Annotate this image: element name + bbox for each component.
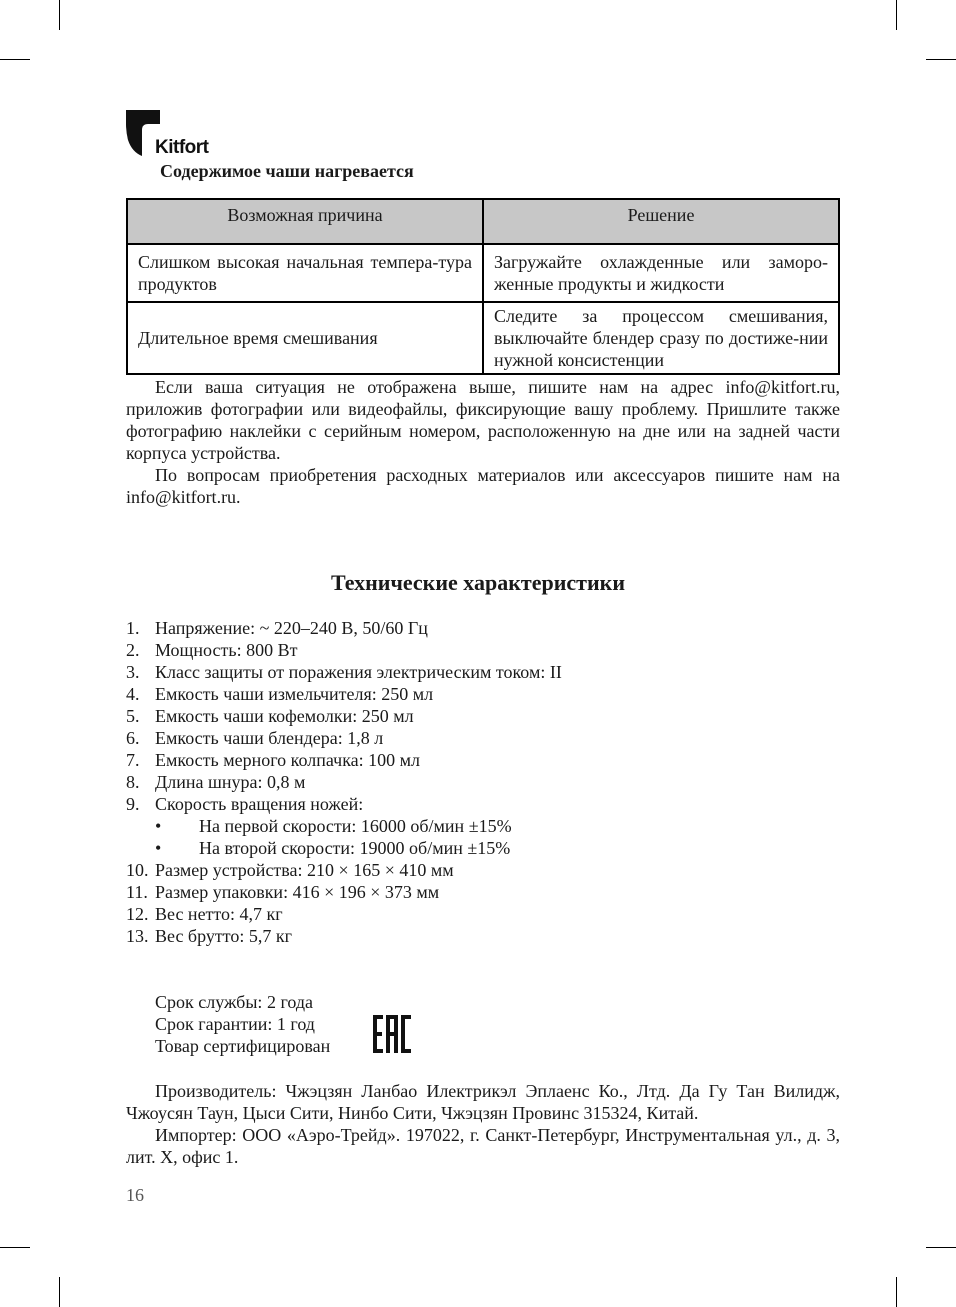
list-item: 12. Вес нетто: 4,7 кг (126, 904, 283, 924)
solution-cell: Загружайте охлажденные или заморо-женные продукты и жидкости (483, 244, 839, 302)
warranty-period: Срок гарантии: 1 год (155, 1014, 315, 1034)
crop-mark (926, 1247, 956, 1248)
crop-mark (59, 1277, 60, 1307)
certification-text: Товар сертифицирован (155, 1036, 331, 1056)
service-info (155, 991, 330, 1057)
crop-mark (926, 59, 956, 60)
list-item: 8. Длина шнура: 0,8 м (126, 772, 306, 792)
cause-cell: Длительное время смешивания (127, 302, 483, 374)
list-item: 1. Напряжение: ~ 220–240 В, 50/60 Гц (126, 618, 428, 638)
list-item: 3. Класс защиты от поражения электрическим током: II (126, 662, 562, 682)
list-item: 13. Вес брутто: 5,7 кг (126, 926, 292, 946)
contact-paragraph: Если ваша ситуация не отображена выше, пишите нам на адрес info@kitfort.ru, приложив фотографии или видеофайлы, фиксирующие вашу проблему. Пришлите также фотографию наклейки с серийным номером, расположенную на дне или на задней части корпуса устройства. (126, 377, 840, 463)
importer-paragraph: Импортер: ООО «Аэро-Трейд». 197022, г. Санкт-Петербург, Инструментальная ул., д. 3, лит. Х, офис 1. (126, 1125, 840, 1167)
table-header-row (127, 199, 839, 244)
header-solution: Решение (483, 199, 839, 244)
crop-mark (896, 1277, 897, 1307)
cause-cell: Слишком высокая начальная темпера-тура продуктов (127, 244, 483, 302)
troubleshooting-table (126, 198, 840, 375)
list-item: 10. Размер устройства: 210 × 165 × 410 мм (126, 860, 454, 880)
list-item: 11. Размер упаковки: 416 × 196 × 373 мм (126, 882, 440, 902)
list-item: 2. Мощность: 800 Вт (126, 640, 298, 660)
list-item: 5. Емкость чаши кофемолки: 250 мл (126, 706, 414, 726)
list-item: 6. Емкость чаши блендера: 1,8 л (126, 728, 384, 748)
table-row (127, 302, 839, 374)
crop-mark (59, 0, 60, 30)
service-life: Срок службы: 2 года (155, 992, 314, 1012)
specs-list (126, 617, 562, 947)
solution-cell: Следите за процессом смешивания, выключайте блендер сразу по достиже-нии нужной консистенции (483, 302, 839, 374)
producer-info (126, 1080, 840, 1168)
list-item: 4. Емкость чаши измельчителя: 250 мл (126, 684, 434, 704)
accessories-paragraph: По вопросам приобретения расходных материалов или аксессуаров пишите нам на info@kitfort.ru. (126, 465, 840, 507)
header-cause: Возможная причина (127, 199, 483, 244)
list-item: 9. Скорость вращения ножей: (126, 794, 364, 814)
brand-name: Kitfort (155, 137, 209, 158)
contact-text (126, 376, 840, 508)
specs-title: Технические характеристики (330, 570, 626, 595)
list-item-bullet: • На первой скорости: 16000 об/мин ±15% (155, 816, 512, 836)
crop-mark (896, 0, 897, 30)
manufacturer-paragraph: Производитель: Чжэцзян Ланбао Илектрикэл Эплаенс Ко., Лтд. Да Гу Тан Вилидж, Чжоусян Таун, Цыси Сити, Нинбо Сити, Чжэцзян Провинс 315324, Китай. (126, 1081, 840, 1123)
table-row (127, 244, 839, 302)
troubleshooting-title: Содержимое чаши нагревается (160, 161, 414, 181)
crop-mark (0, 59, 30, 60)
list-item-bullet: • На второй скорости: 19000 об/мин ±15% (155, 838, 511, 858)
eac-mark-icon (371, 1013, 413, 1055)
crop-mark (0, 1247, 30, 1248)
list-item: 7. Емкость мерного колпачка: 100 мл (126, 750, 421, 770)
page-number: 16 (126, 1185, 144, 1205)
